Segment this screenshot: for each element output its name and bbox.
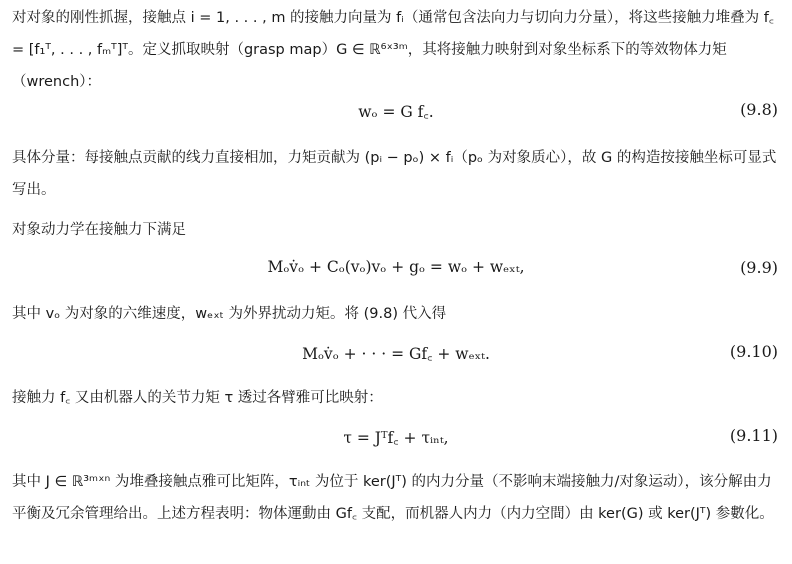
equation-9-8-body: wₒ = G f꜀. bbox=[358, 103, 434, 121]
paragraph-velocity-def: 其中 vₒ 为对象的六维速度，wₑₓₜ 为外界扰动力矩。将 (9.8) 代入得 bbox=[12, 306, 447, 322]
equation-9-10-body: Mₒv̇ₒ + · · · = Gf꜀ + wₑₓₜ. bbox=[302, 345, 490, 363]
equation-9-11-number: (9.11) bbox=[729, 426, 778, 445]
paragraph-component-detail: 具体分量：每接触点贡献的线力直接相加，力矩贡献为 (pᵢ − pₒ) × fᵢ（pₒ 为对象质心），故 G 的构造按接触坐标可显式写出。 bbox=[12, 150, 777, 198]
equation-9-8 bbox=[0, 100, 792, 130]
equation-9-11-body: τ = Jᵀf꜀ + τᵢₙₜ, bbox=[343, 429, 449, 447]
equation-9-10 bbox=[0, 342, 792, 372]
equation-9-10-number: (9.10) bbox=[729, 342, 778, 361]
paragraph-jacobian-explanation: 其中 J ∈ ℝ³ᵐˣⁿ 为堆叠接触点雅可比矩阵，τᵢₙₜ 为位于 ker(Jᵀ) 的内力分量（不影响末端接触力/对象运动），该分解由力平衡及冗余管理给出。上述方程表明：物体運動由 Gf꜀ 支配，而机器人内力（内力空間）由 ker(G) 或 ker(Jᵀ) 参數化。 bbox=[12, 474, 774, 522]
paragraph-grasp-map-intro: 对对象的刚性抓握，接触点 i = 1, . . . , m 的接触力向量为 fᵢ（通常包含法向力与切向力分量），将这些接触力堆叠为 f꜀ = [f₁ᵀ, . . . , fₘᵀ]ᵀ。定义抓取映射（grasp map）G ∈ ℝ⁶ˣ³ᵐ，其将接触力映射到对象坐标系下的等效物体力矩（wrench）： bbox=[12, 10, 774, 90]
equation-9-11 bbox=[0, 426, 792, 456]
equation-9-9-number: (9.9) bbox=[740, 258, 778, 277]
paragraph-object-dynamics: 对象动力学在接触力下满足 bbox=[12, 222, 186, 238]
paragraph-joint-torque: 接触力 f꜀ 又由机器人的关节力矩 τ 透过各臂雅可比映射： bbox=[12, 390, 383, 406]
equation-9-9 bbox=[0, 258, 792, 288]
equation-9-8-number: (9.8) bbox=[740, 100, 778, 119]
equation-9-9-body: Mₒv̇ₒ + Cₒ(vₒ)vₒ + gₒ = wₒ + wₑₓₜ, bbox=[267, 258, 525, 276]
